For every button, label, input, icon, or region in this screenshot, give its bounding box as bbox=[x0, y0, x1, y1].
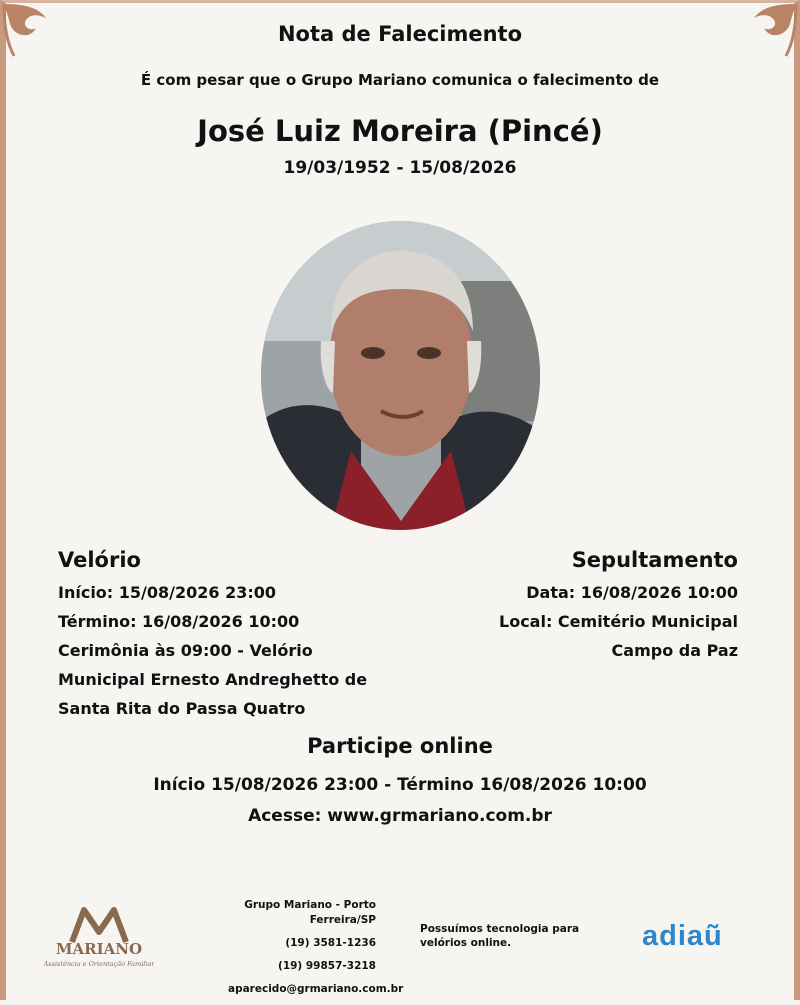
tech-text: Possuímos tecnologia para velórios online. bbox=[420, 923, 580, 949]
wake-end: Término: 16/08/2026 10:00 bbox=[58, 612, 300, 631]
burial-location: Local: Cemitério Municipal Campo da Paz bbox=[499, 612, 738, 660]
wake-info bbox=[58, 578, 388, 723]
phone-mobile[interactable]: (19) 99857-3218 bbox=[278, 960, 376, 972]
deceased-name: José Luiz Moreira (Pincé) bbox=[197, 114, 603, 148]
mariano-logo bbox=[44, 902, 154, 972]
wake-ceremony: Cerimônia às 09:00 - Velório Municipal Ernesto Andreghetto de Santa Rita do Passa Quatro bbox=[58, 641, 368, 718]
contact-info bbox=[228, 898, 404, 1005]
online-period: Início 15/08/2026 23:00 - Término 16/08/2026 10:00 bbox=[153, 775, 647, 795]
burial-title: Sepultamento bbox=[571, 548, 738, 572]
adiau-logo: adiaũ bbox=[642, 920, 723, 952]
burial-info bbox=[438, 578, 738, 665]
online-access-link[interactable]: Acesse: www.grmariano.com.br bbox=[248, 806, 552, 826]
online-title: Participe online bbox=[307, 734, 493, 758]
announcement-text: É com pesar que o Grupo Mariano comunica o falecimento de bbox=[140, 71, 660, 89]
deceased-photo bbox=[261, 221, 540, 530]
wake-start: Início: 15/08/2026 23:00 bbox=[58, 583, 277, 602]
company-name: Grupo Mariano - Porto Ferreira/SP bbox=[244, 899, 376, 926]
logo-text: MARIANO bbox=[55, 940, 143, 958]
life-dates: 19/03/1952 - 15/08/2026 bbox=[283, 158, 517, 178]
logo-tagline: Assistência e Orientação Familiar bbox=[44, 960, 154, 968]
phone-landline[interactable]: (19) 3581-1236 bbox=[285, 937, 376, 949]
footer bbox=[0, 880, 800, 1000]
notice-title: Nota de Falecimento bbox=[277, 22, 523, 46]
burial-date: Data: 16/08/2026 10:00 bbox=[526, 583, 738, 602]
wake-title: Velório bbox=[58, 548, 141, 572]
contact-email[interactable]: aparecido@grmariano.com.br bbox=[228, 983, 404, 995]
